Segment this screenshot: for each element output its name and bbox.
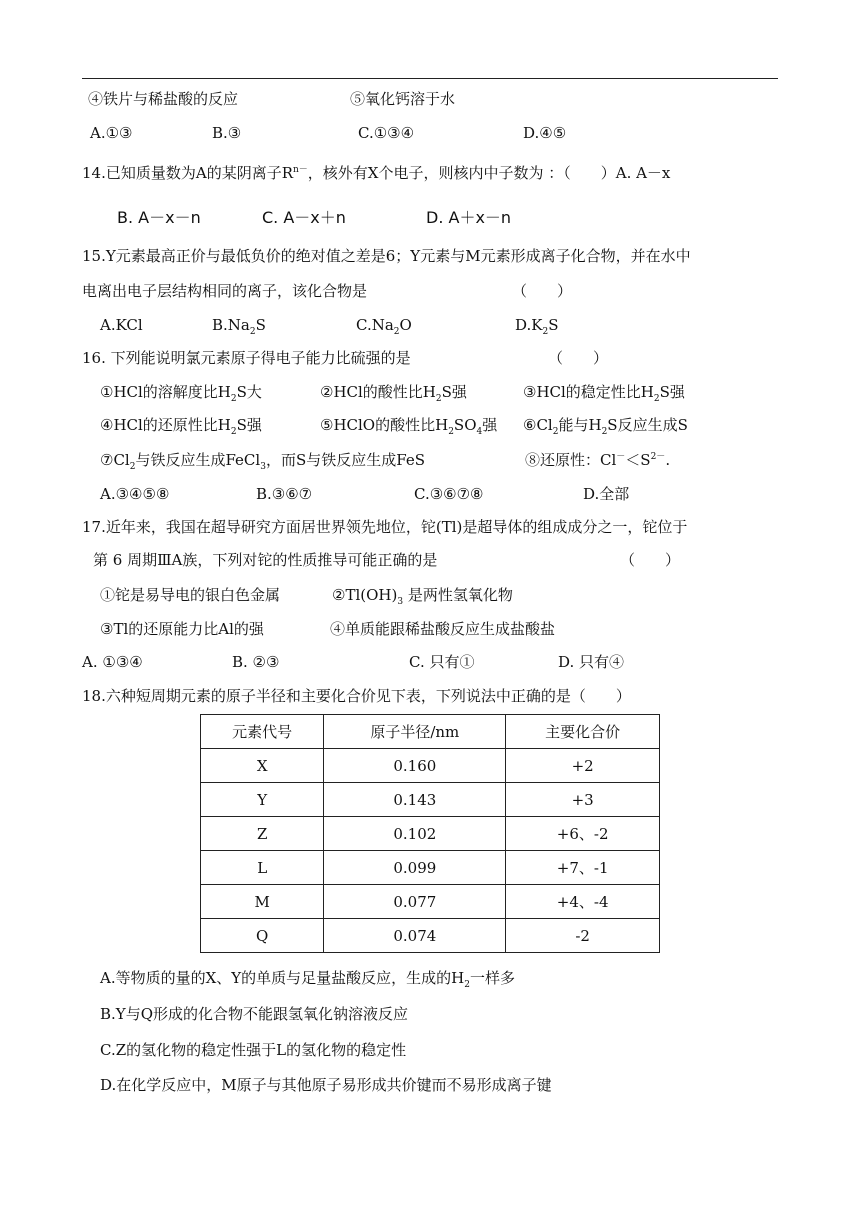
table-header-cell: 主要化合价	[506, 715, 660, 749]
q16-item-5: ⑤HClO的酸性比$H_2SO_4$强	[320, 416, 498, 437]
table-cell: X	[201, 749, 324, 783]
q18-option-c: C.Z的氢化物的稳定性强于L的氢化物的稳定性	[100, 1041, 407, 1059]
q16-item-2: ②HCl的酸性比$H_2S$强	[320, 383, 467, 404]
q15-answer-paren: （ ）	[512, 282, 573, 300]
q16-item-8: ⑧还原性：$Cl^-<S^{2-}$.	[525, 451, 671, 469]
q17-item-4: ④单质能跟稀盐酸反应生成盐酸盐	[330, 620, 556, 638]
q17-answer-paren: （ ）	[620, 551, 681, 569]
q16-option-b: B.③⑥⑦	[256, 485, 313, 503]
q16-item-4: ④HCl的还原性比$H_2S$强	[100, 416, 262, 437]
table-cell: 0.102	[324, 817, 506, 851]
q14-option-d: D. A＋x－n	[426, 208, 512, 227]
q17-option-c: C. 只有①	[409, 653, 475, 671]
table-cell: +3	[506, 783, 660, 817]
q17-item-3: ③Tl的还原能力比Al的强	[100, 620, 264, 638]
table-row	[201, 919, 660, 953]
table-header-cell: 元素代号	[201, 715, 324, 749]
q13-option-d: D.④⑤	[523, 124, 567, 142]
q18-stem: 18.六种短周期元素的原子半径和主要化合价见下表，下列说法中正确的是（ ）	[82, 687, 631, 705]
q18-option-b: B.Y与Q形成的化合物不能跟氢氧化钠溶液反应	[100, 1005, 408, 1023]
table-cell: +7、-1	[506, 851, 660, 885]
q13-option-b: B.③	[212, 124, 242, 142]
table-cell: 0.077	[324, 885, 506, 919]
table-cell: L	[201, 851, 324, 885]
header-rule	[82, 78, 778, 79]
q16-option-a: A.③④⑤⑧	[100, 485, 170, 503]
q15-stem-line2: 电离出电子层结构相同的离子，该化合物是	[82, 282, 368, 300]
q17-option-a: A. ①③④	[82, 653, 143, 671]
q15-option-a: A.KCl	[100, 316, 143, 334]
q17-item-1: ①铊是易导电的银白色金属	[100, 586, 281, 604]
q18-option-a: A.等物质的量的X、Y的单质与足量盐酸反应，生成的$H_2$一样多	[100, 969, 516, 990]
q16-stem: 16. 下列能说明氯元素原子得电子能力比硫强的是	[82, 349, 411, 367]
table-cell: +4、-4	[506, 885, 660, 919]
q14-stem: 14.已知质量数为A的某阴离子$R^{n-}$，核外有X个电子，则核内中子数为 ：（ ）A. A－x	[82, 164, 671, 182]
table-cell: 0.074	[324, 919, 506, 953]
table-cell: 0.143	[324, 783, 506, 817]
table-cell: Z	[201, 817, 324, 851]
q17-option-b: B. ②③	[232, 653, 280, 671]
q15-option-c: $C.Na_2O$	[356, 316, 412, 337]
table-row	[201, 817, 660, 851]
q13-item-5: ⑤氧化钙溶于水	[350, 90, 456, 108]
q15-option-b: $B.Na_2S$	[212, 316, 266, 337]
q14-option-b: B. A－x－n	[117, 208, 201, 227]
q13-option-a: A.①③	[90, 124, 133, 142]
q17-option-d: D. 只有④	[558, 653, 625, 671]
table-cell: 0.160	[324, 749, 506, 783]
q16-item-3: ③HCl的稳定性比$H_2S$强	[523, 383, 685, 404]
element-data-table	[200, 714, 660, 953]
table-cell: Y	[201, 783, 324, 817]
table-row	[201, 885, 660, 919]
q15-option-d: $D.K_2S$	[515, 316, 559, 337]
q17-stem-line1: 17.近年来，我国在超导研究方面居世界领先地位，铊(Tl)是超导体的组成成分之一，铊位于	[82, 518, 688, 536]
q16-option-c: C.③⑥⑦⑧	[414, 485, 484, 503]
q13-option-c: C.①③④	[358, 124, 415, 142]
table-cell: M	[201, 885, 324, 919]
q14-option-c: C. A－x＋n	[262, 208, 346, 227]
table-cell: 0.099	[324, 851, 506, 885]
q16-option-d: D.全部	[583, 485, 630, 503]
q13-item-4: ④铁片与稀盐酸的反应	[88, 90, 239, 108]
q18-option-d: D.在化学反应中，M原子与其他原子易形成共价键而不易形成离子键	[100, 1076, 552, 1094]
q16-item-1: ①HCl的溶解度比$H_2S$大	[100, 383, 262, 404]
q17-stem-line2: 第 6 周期ⅢA族，下列对铊的性质推导可能正确的是	[93, 551, 438, 569]
q16-answer-paren: （ ）	[548, 349, 609, 367]
table-cell: Q	[201, 919, 324, 953]
table-cell: +2	[506, 749, 660, 783]
table-row	[201, 783, 660, 817]
q16-item-7: $⑦Cl_2$与铁反应生成FeCl$_3$，而S与铁反应生成FeS	[100, 451, 425, 472]
table-row	[201, 851, 660, 885]
q17-item-2: $②Tl(OH)_3$ 是两性氢氧化物	[332, 586, 513, 607]
q16-item-6: $⑥Cl_2$能与$H_2S$反应生成S	[523, 416, 688, 437]
table-row	[201, 749, 660, 783]
table-header-row	[201, 715, 660, 749]
table-cell: -2	[506, 919, 660, 953]
table-cell: +6、-2	[506, 817, 660, 851]
q15-stem-line1: 15.Y元素最高正价与最低负价的绝对值之差是6；Y元素与M元素形成离子化合物，并在水中	[82, 247, 691, 265]
table-header-cell: 原子半径/nm	[324, 715, 506, 749]
